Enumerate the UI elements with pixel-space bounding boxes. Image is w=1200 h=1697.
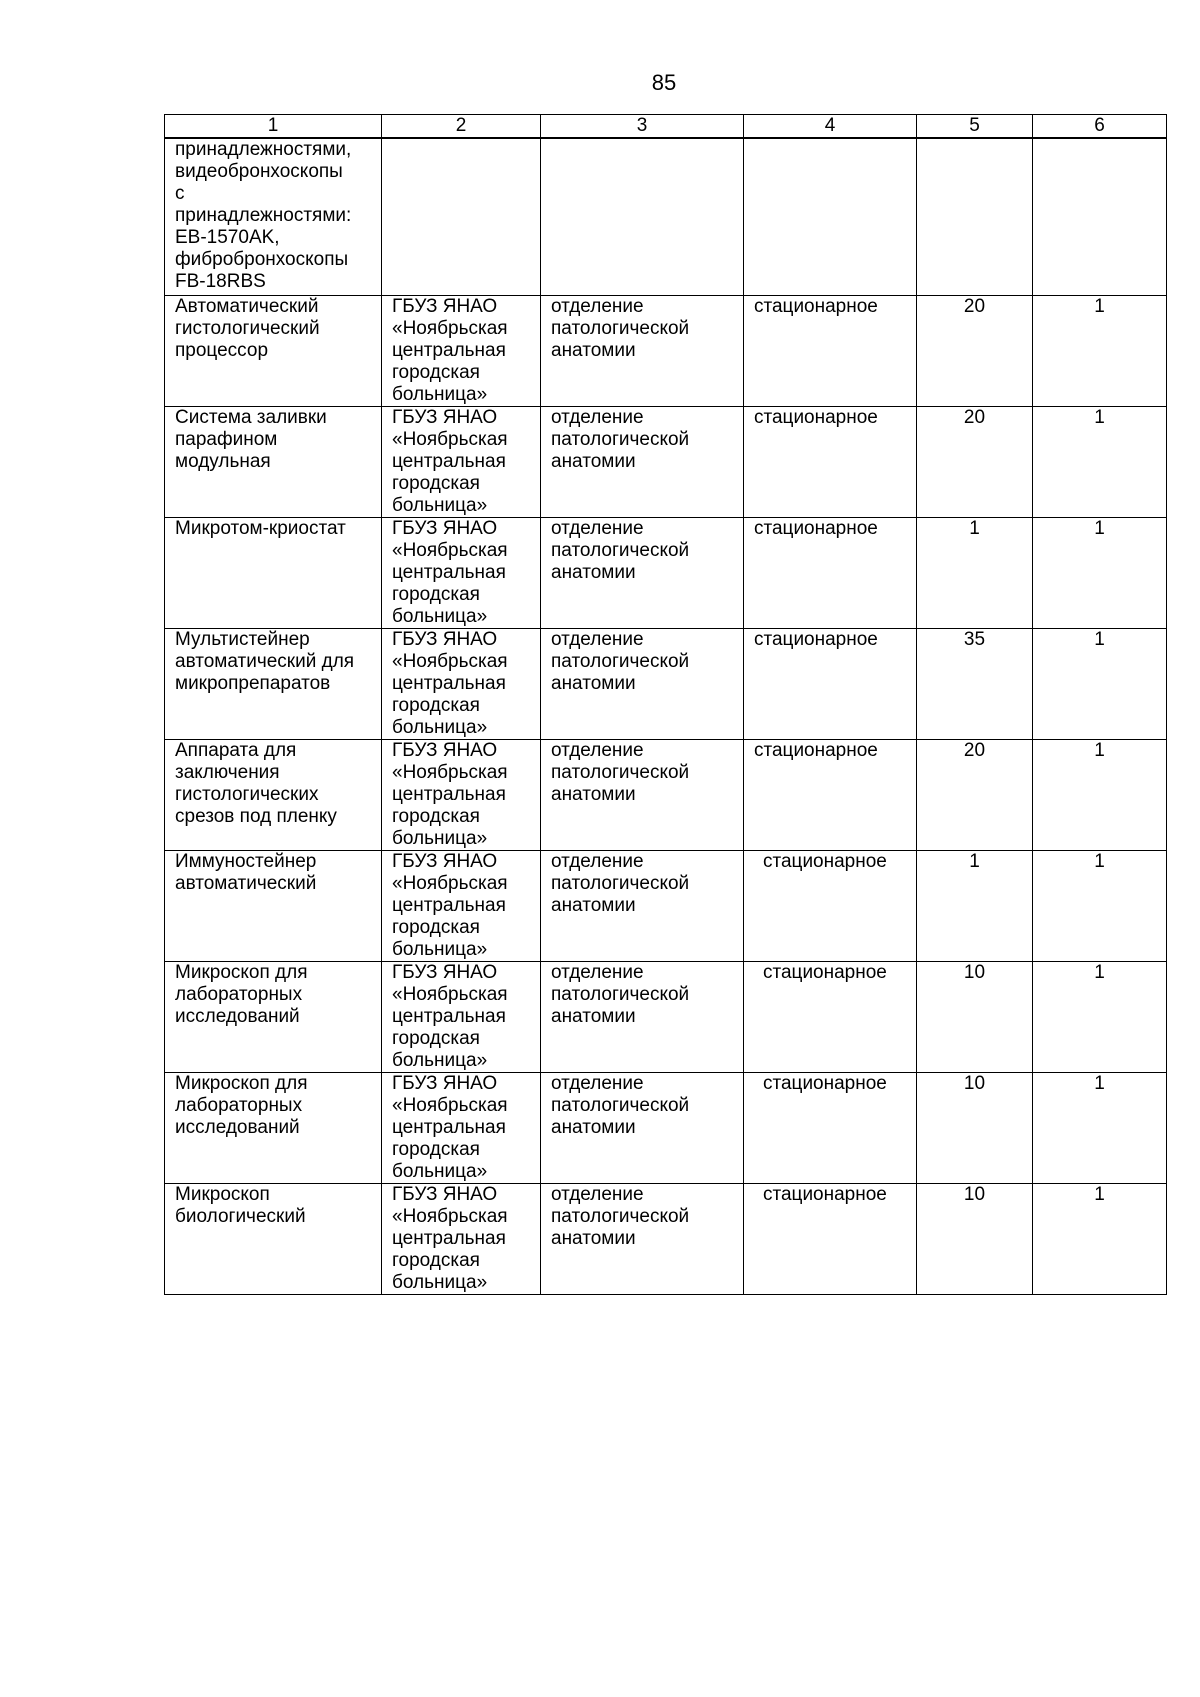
institution-cell: ГБУЗ ЯНАО «Ноябрьская центральная городская больница» <box>382 851 541 962</box>
equipment-table <box>164 114 1167 1295</box>
institution-cell: ГБУЗ ЯНАО «Ноябрьская центральная городская больница» <box>382 740 541 851</box>
type-cell: стационарное <box>744 851 917 962</box>
value-cell: 1 <box>917 518 1033 629</box>
value-cell: 20 <box>917 296 1033 407</box>
institution-cell: ГБУЗ ЯНАО «Ноябрьская центральная городская больница» <box>382 296 541 407</box>
quantity-cell: 1 <box>1033 407 1167 518</box>
quantity-cell: 1 <box>1033 629 1167 740</box>
equipment-name-cell: Аппарата для заключения гистологических срезов под пленку <box>165 740 382 851</box>
column-header: 1 <box>165 115 382 139</box>
institution-cell: ГБУЗ ЯНАО «Ноябрьская центральная городская больница» <box>382 407 541 518</box>
quantity-cell: 1 <box>1033 1184 1167 1295</box>
quantity-cell <box>1033 138 1167 296</box>
department-cell: отделение патологической анатомии <box>541 629 744 740</box>
table-row <box>165 629 1167 740</box>
table-row <box>165 518 1167 629</box>
type-cell: стационарное <box>744 518 917 629</box>
equipment-name-cell: Микроскоп для лабораторных исследований <box>165 962 382 1073</box>
table-row <box>165 407 1167 518</box>
column-header: 6 <box>1033 115 1167 139</box>
equipment-name-cell: Микротом-криостат <box>165 518 382 629</box>
department-cell: отделение патологической анатомии <box>541 962 744 1073</box>
column-header: 5 <box>917 115 1033 139</box>
value-cell: 20 <box>917 740 1033 851</box>
department-cell: отделение патологической анатомии <box>541 407 744 518</box>
table-row <box>165 851 1167 962</box>
equipment-name-cell: Автоматический гистологический процессор <box>165 296 382 407</box>
quantity-cell: 1 <box>1033 296 1167 407</box>
value-cell: 20 <box>917 407 1033 518</box>
table-row <box>165 1184 1167 1295</box>
table-row <box>165 296 1167 407</box>
column-header: 4 <box>744 115 917 139</box>
quantity-cell: 1 <box>1033 851 1167 962</box>
institution-cell: ГБУЗ ЯНАО «Ноябрьская центральная городская больница» <box>382 629 541 740</box>
type-cell: стационарное <box>744 1073 917 1184</box>
quantity-cell: 1 <box>1033 518 1167 629</box>
value-cell: 1 <box>917 851 1033 962</box>
quantity-cell: 1 <box>1033 740 1167 851</box>
table-row <box>165 962 1167 1073</box>
value-cell: 35 <box>917 629 1033 740</box>
type-cell: стационарное <box>744 407 917 518</box>
value-cell <box>917 138 1033 296</box>
department-cell: отделение патологической анатомии <box>541 851 744 962</box>
type-cell: стационарное <box>744 1184 917 1295</box>
department-cell <box>541 138 744 296</box>
department-cell: отделение патологической анатомии <box>541 1073 744 1184</box>
type-cell: стационарное <box>744 296 917 407</box>
table-row <box>165 1073 1167 1184</box>
column-header: 3 <box>541 115 744 139</box>
equipment-name-cell: Система заливки парафином модульная <box>165 407 382 518</box>
table-row <box>165 740 1167 851</box>
value-cell: 10 <box>917 1073 1033 1184</box>
institution-cell <box>382 138 541 296</box>
institution-cell: ГБУЗ ЯНАО «Ноябрьская центральная городская больница» <box>382 1073 541 1184</box>
department-cell: отделение патологической анатомии <box>541 740 744 851</box>
page-number: 85 <box>651 70 677 95</box>
quantity-cell: 1 <box>1033 1073 1167 1184</box>
type-cell: стационарное <box>744 962 917 1073</box>
institution-cell: ГБУЗ ЯНАО «Ноябрьская центральная городская больница» <box>382 518 541 629</box>
table-row <box>165 138 1167 296</box>
column-header: 2 <box>382 115 541 139</box>
institution-cell: ГБУЗ ЯНАО «Ноябрьская центральная городская больница» <box>382 962 541 1073</box>
equipment-name-cell: Иммуностейнер автоматический <box>165 851 382 962</box>
equipment-name-cell: Микроскоп биологический <box>165 1184 382 1295</box>
department-cell: отделение патологической анатомии <box>541 1184 744 1295</box>
quantity-cell: 1 <box>1033 962 1167 1073</box>
equipment-name-cell: Микроскоп для лабораторных исследований <box>165 1073 382 1184</box>
department-cell: отделение патологической анатомии <box>541 518 744 629</box>
value-cell: 10 <box>917 962 1033 1073</box>
equipment-name-cell: принадлежностями, видеобронхоскопы с принадлежностями: EB-1570AK, фибробронхоскопы FB-18RBS <box>165 138 382 296</box>
department-cell: отделение патологической анатомии <box>541 296 744 407</box>
table-header-row <box>165 115 1167 139</box>
value-cell: 10 <box>917 1184 1033 1295</box>
type-cell: стационарное <box>744 629 917 740</box>
institution-cell: ГБУЗ ЯНАО «Ноябрьская центральная городская больница» <box>382 1184 541 1295</box>
type-cell: стационарное <box>744 740 917 851</box>
type-cell <box>744 138 917 296</box>
equipment-name-cell: Мультистейнер автоматический для микропрепаратов <box>165 629 382 740</box>
